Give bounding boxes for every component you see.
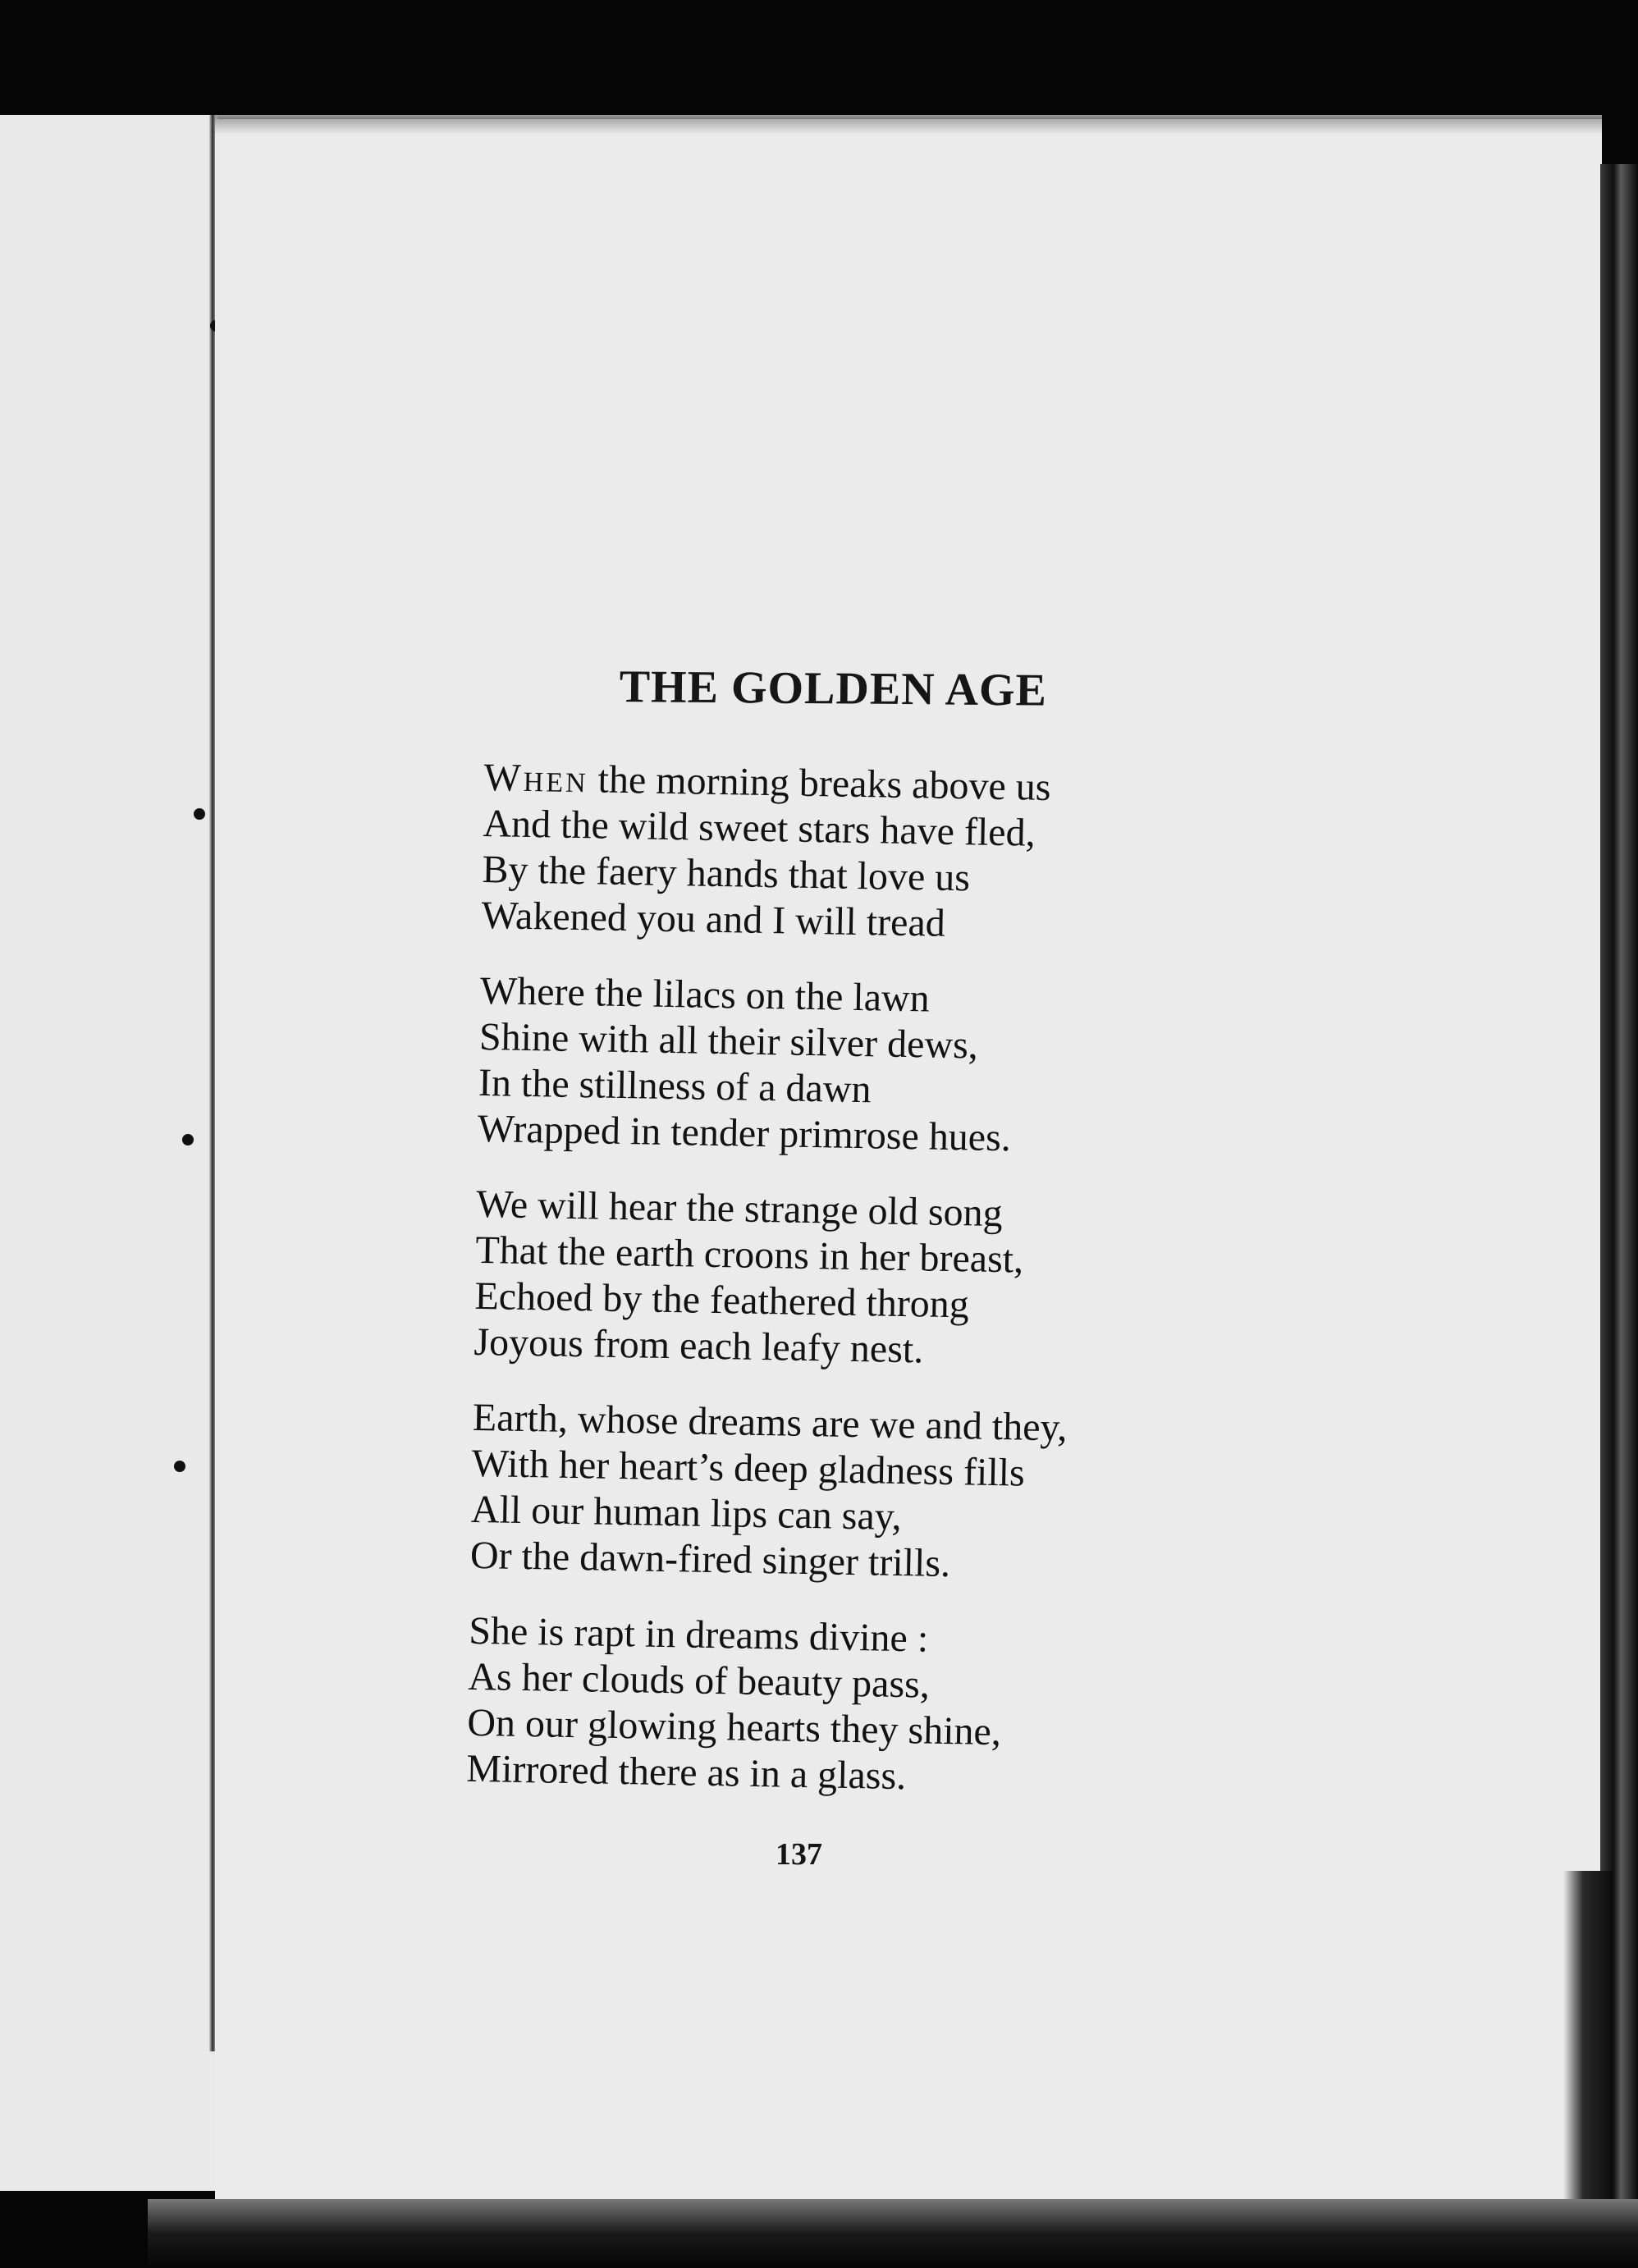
poem-line: As her clouds of beauty pass, [467,1654,931,1707]
poem-line: We will hear the strange old song [475,1182,1004,1236]
facing-page-margin [0,115,215,2191]
drop-word: When [483,755,589,802]
poem-line: On our glowing hearts they shine, [466,1700,1002,1754]
stanza-5 [466,1608,1208,1805]
stanza-2 [478,968,1219,1165]
page-top-shadow [215,115,1602,135]
poem-line: Wakened you and I will tread [481,893,946,945]
page-bottom-edge [148,2199,1638,2268]
stanza-3 [474,1182,1215,1379]
gutter-speck [174,1461,185,1472]
first-line-rest: the morning breaks above us [588,757,1051,810]
poem-line: Or the dawn-fired singer trills. [469,1533,951,1586]
poem-line: And the wild sweet stars have fled, [483,801,1036,855]
poem-line: Mirrored there as in a glass. [465,1746,907,1799]
gutter-speck [182,1134,194,1145]
poem-line: Where the lilacs on the lawn [479,968,931,1021]
poem-line: Wrapped in tender primrose hues. [477,1106,1012,1160]
poem-line: All our human lips can say, [470,1487,903,1539]
poem-line: She is rapt in dreams divine : [468,1608,929,1661]
poem-line: Echoed by the feathered throng [474,1273,970,1327]
poem-title: THE GOLDEN AGE [619,661,1048,716]
poem-line: That the earth croons in her breast, [475,1228,1024,1282]
poem-line: Joyous from each leafy nest. [474,1319,924,1372]
poem-line: Shine with all their silver dews, [478,1014,979,1068]
page-number: 137 [776,1837,822,1872]
poem-body [465,755,1223,1835]
poem-line: Earth, whose dreams are we and they, [472,1395,1068,1450]
poem-line: By the faery hands that love us [482,847,971,900]
stanza-4 [469,1395,1211,1592]
poem-line: With her heart’s deep gladness fills [471,1441,1026,1495]
poem-line: In the stillness of a dawn [478,1060,872,1112]
page-right-edge-shadow [1563,1871,1613,2215]
gutter-speck [194,808,205,820]
stanza-1 [481,755,1223,952]
